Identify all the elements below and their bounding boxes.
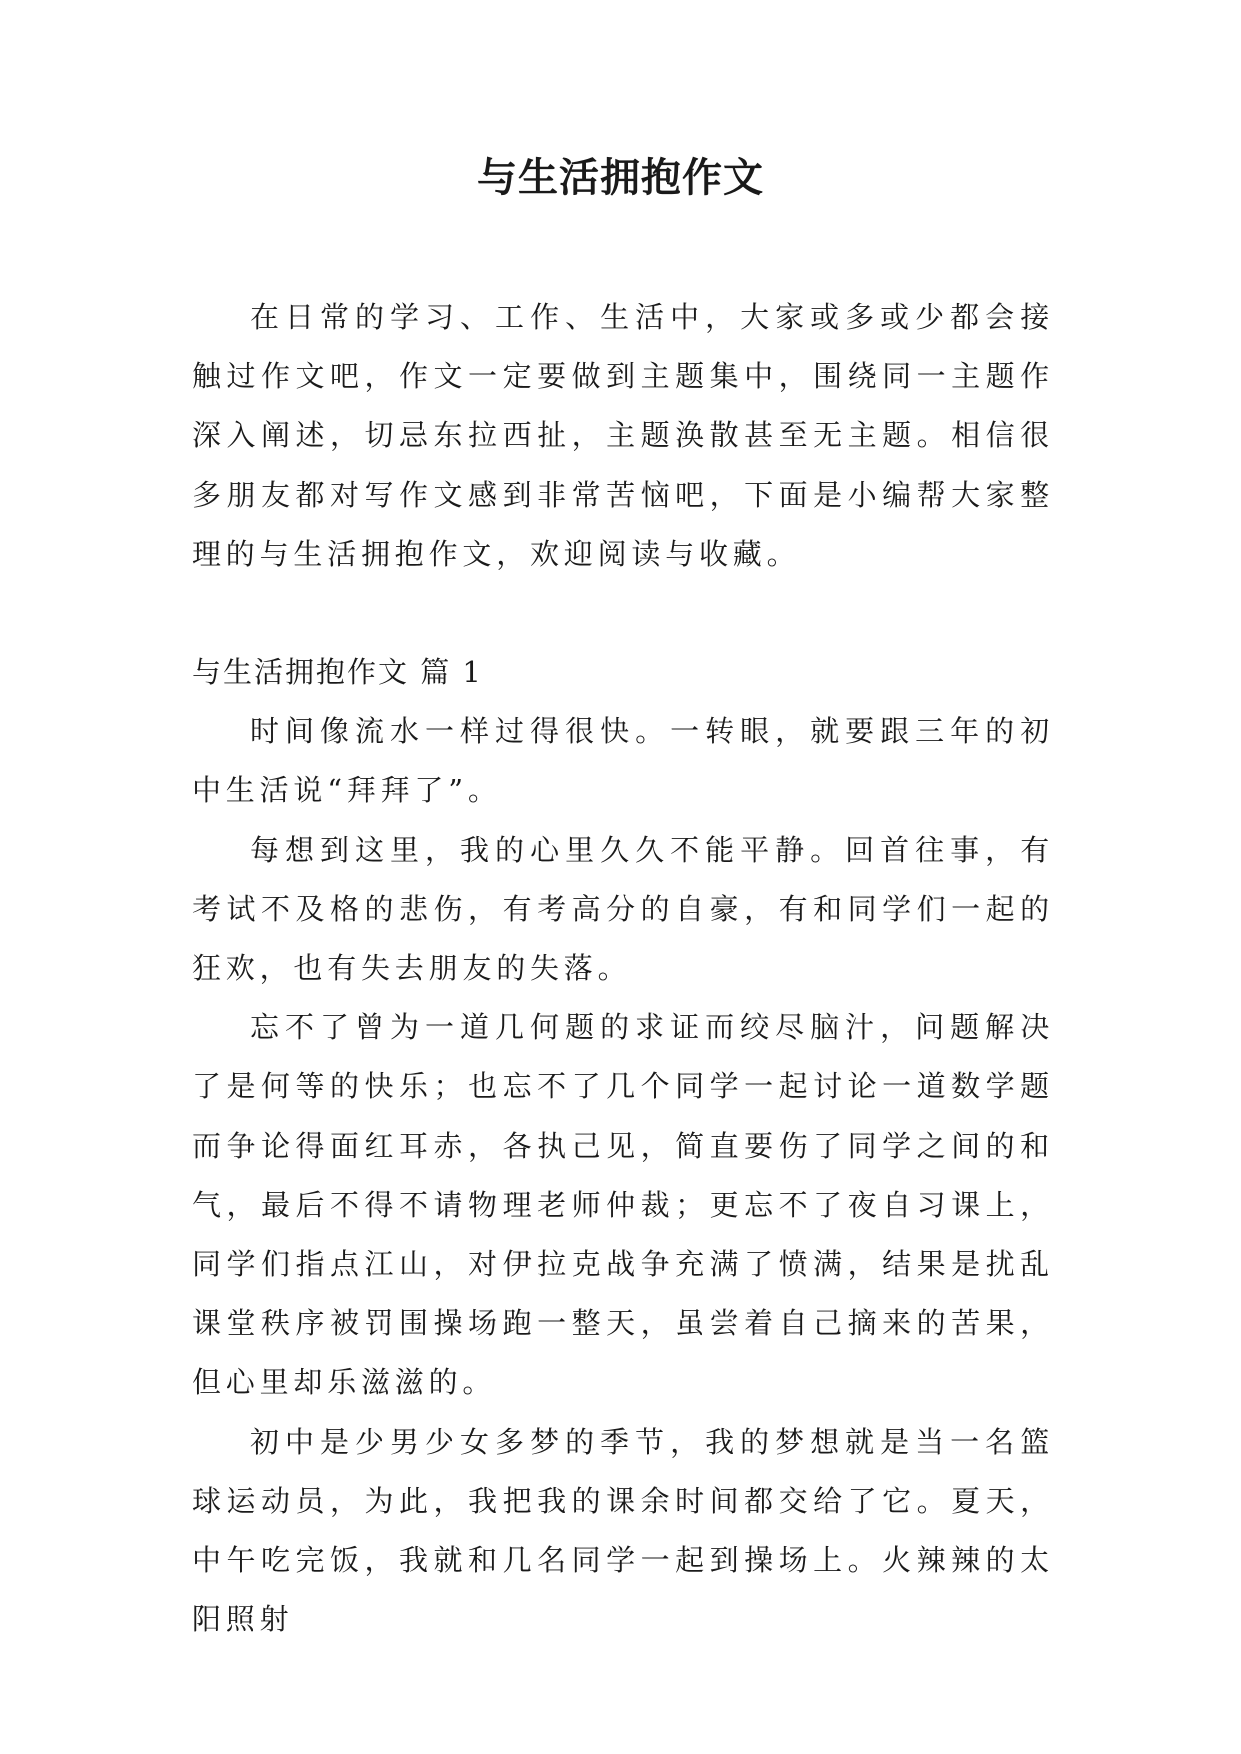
intro-paragraph: 在日常的学习、工作、生活中，大家或多或少都会接触过作文吧，作文一定要做到主题集中，围绕同一主题作深入阐述，切忌东拉西扯，主题涣散甚至无主题。相信很多朋友都对写作文感到非常苦恼吧，下面是小编帮大家整理的与生活拥抱作文，欢迎阅读与收藏。 xyxy=(192,300,1054,571)
body-paragraph-4: 初中是少男少女多梦的季节，我的梦想就是当一名篮球运动员，为此，我把我的课余时间都交给了它。夏天，中午吃完饭，我就和几名同学一起到操场上。火辣辣的太阳照射 xyxy=(192,1424,1054,1637)
document-title: 与生活拥抱作文 xyxy=(477,154,764,201)
body-paragraph-2: 每想到这里，我的心里久久不能平静。回首往事，有考试不及格的悲伤，有考高分的自豪，有和同学们一起的狂欢，也有失去朋友的失落。 xyxy=(192,832,1054,986)
body-paragraph-3: 忘不了曾为一道几何题的求证而绞尽脑汁，问题解决了是何等的快乐；也忘不了几个同学一起讨论一道数学题而争论得面红耳赤，各执己见，简直要伤了同学之间的和气，最后不得不请物理老师仲裁；更忘不了夜自习课上，同学们指点江山，对伊拉克战争充满了愤满，结果是扰乱课堂秩序被罚围操场跑一整天，虽尝着自己摘来的苦果，但心里却乐滋滋的。 xyxy=(192,1010,1054,1400)
body-paragraph-1: 时间像流水一样过得很快。一转眼，就要跟三年的初中生活说“拜拜了”。 xyxy=(192,714,1054,808)
section-heading: 与生活拥抱作文 篇 1 xyxy=(192,655,483,690)
document-body xyxy=(192,288,1054,1649)
